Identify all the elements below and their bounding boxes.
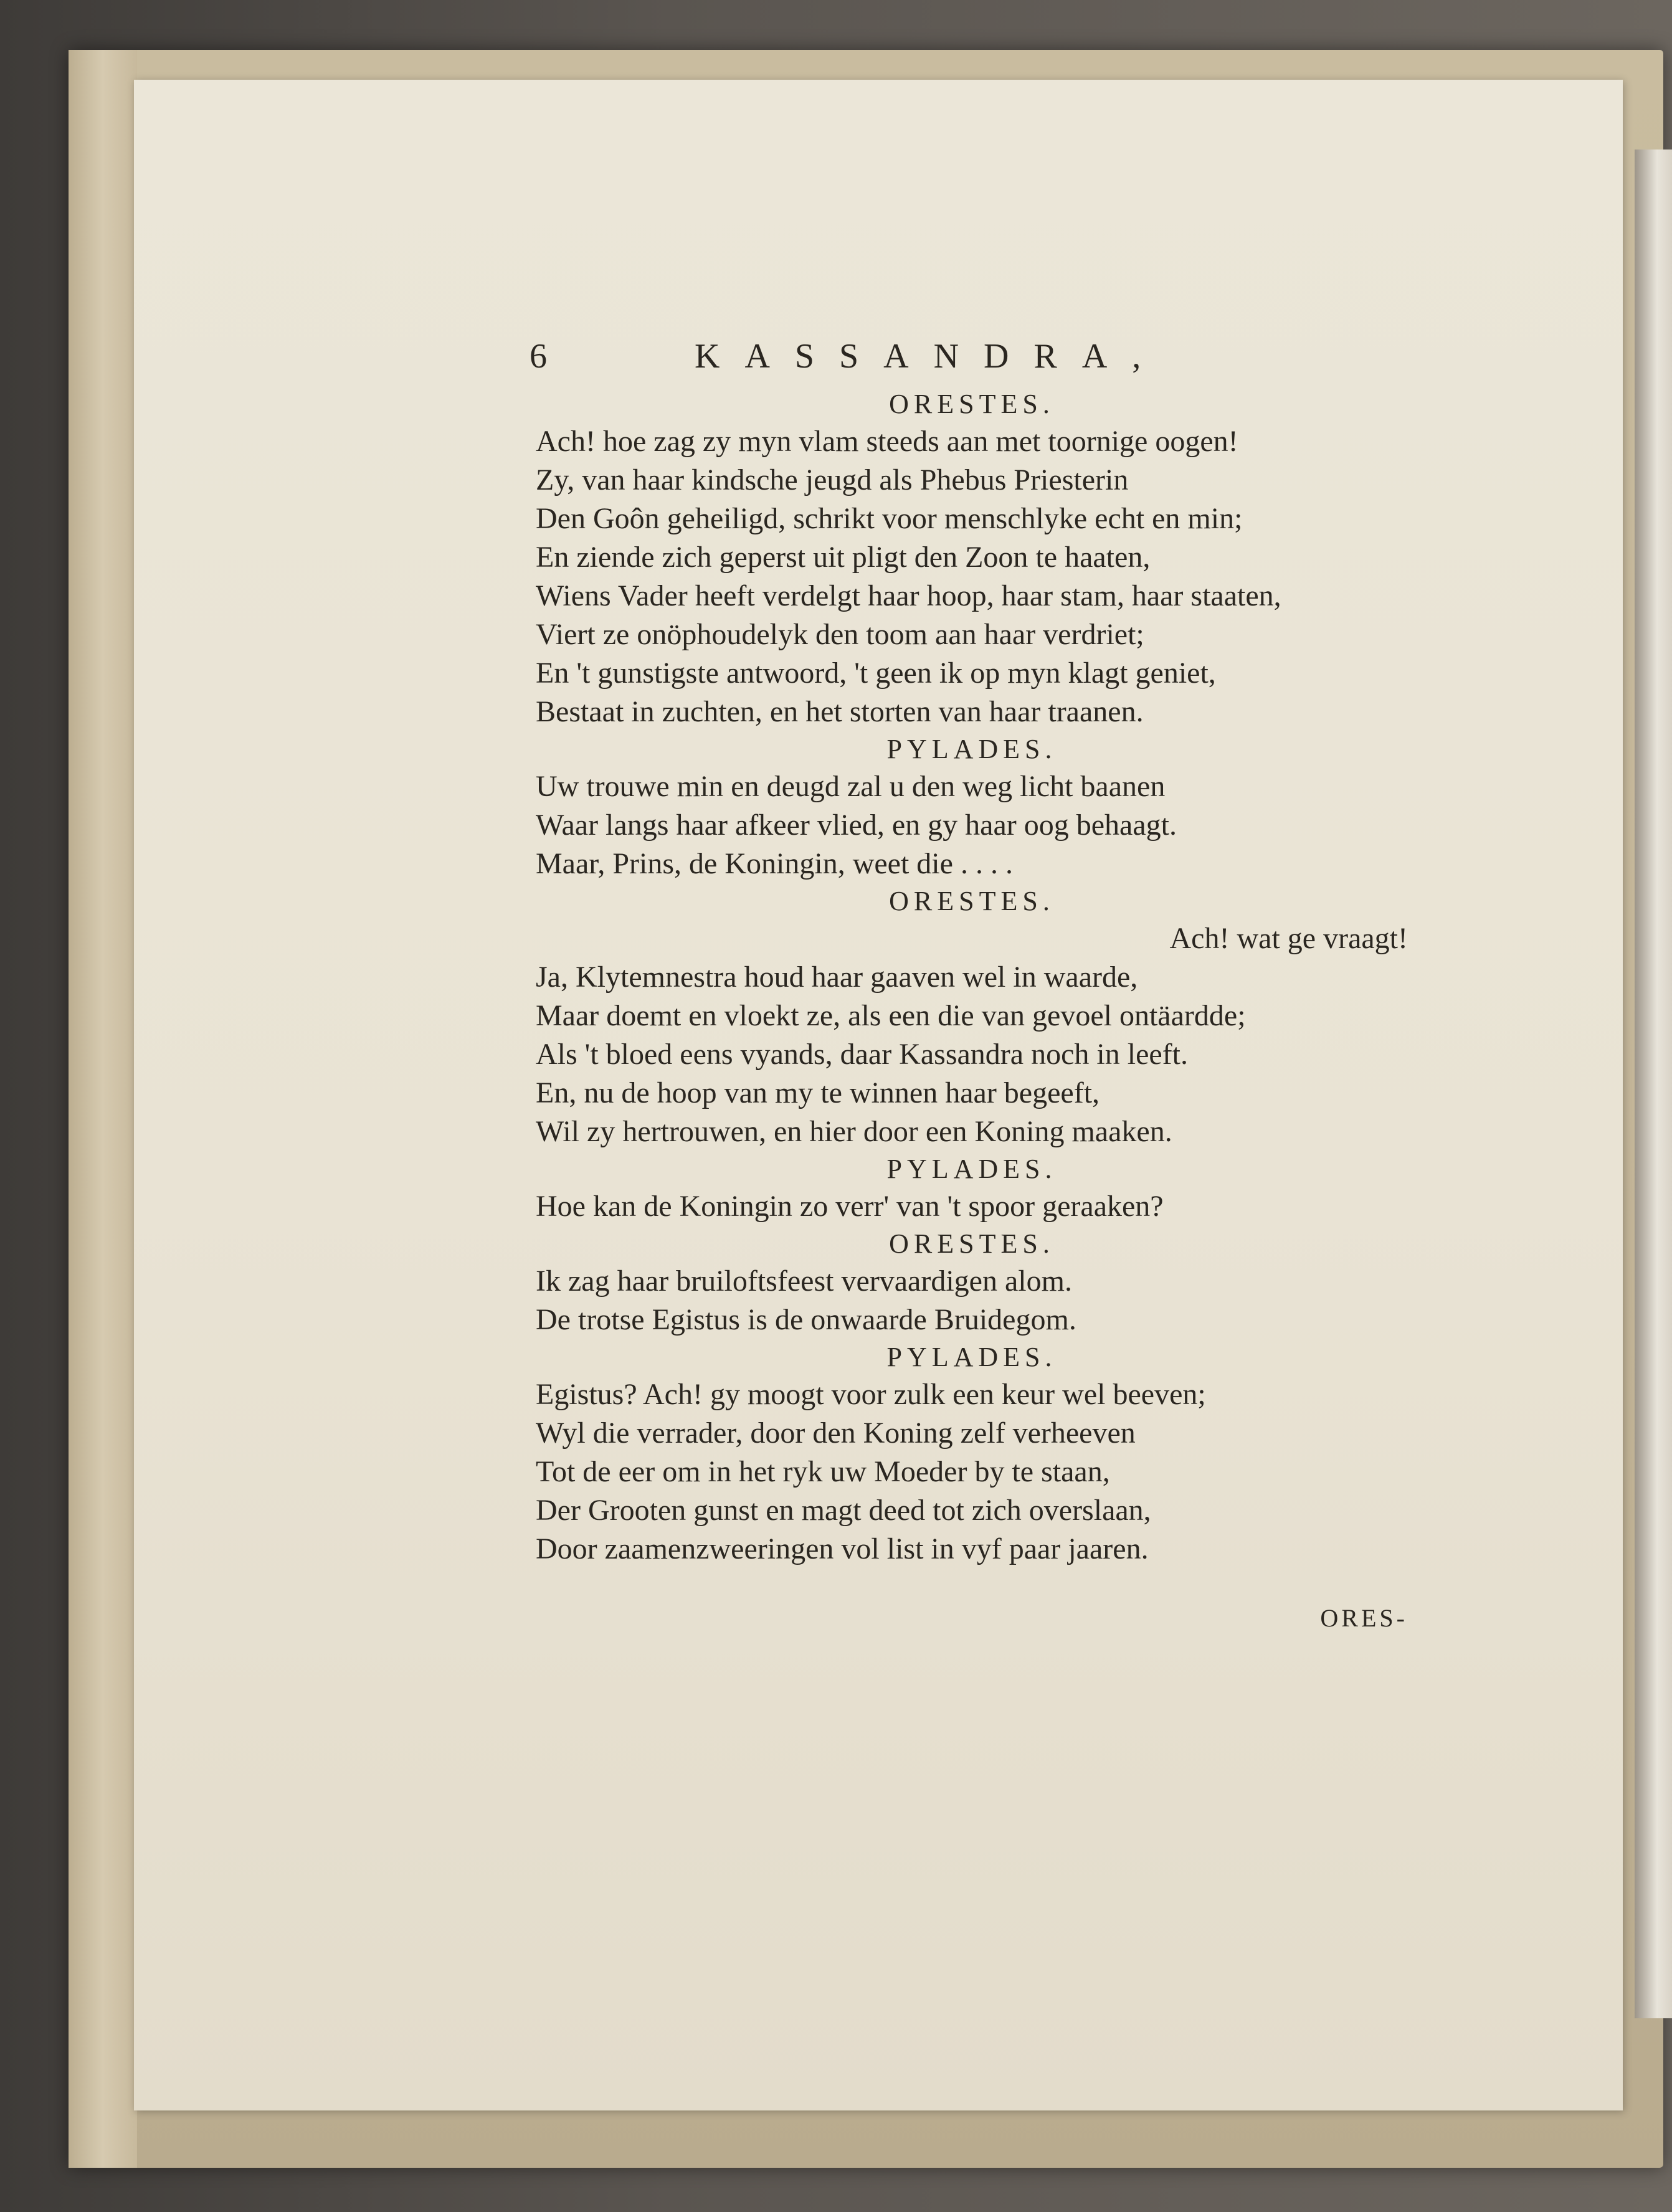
verse-line: Viert ze onöphoudelyk den toom aan haar verdriet; — [536, 618, 1144, 651]
verse-line: Ja, Klytemnestra houd haar gaaven wel in waarde, — [536, 961, 1138, 994]
verse-line: En 't gunstigste antwoord, 't geen ik op myn klagt geniet, — [536, 657, 1216, 690]
running-title: KASSANDRA, — [695, 337, 1166, 376]
verse-line: Zy, van haar kindsche jeugd als Phebus Priesterin — [536, 463, 1129, 496]
page-number: 6 — [530, 337, 547, 376]
page-text — [530, 336, 1408, 1633]
speaker-name: PYLADES. — [886, 1342, 1057, 1372]
verse-line: Wiens Vader heeft verdelgt haar hoop, haar stam, haar staaten, — [536, 579, 1281, 612]
verse-line: En ziende zich geperst uit pligt den Zoon te haaten, — [536, 541, 1151, 574]
verse-line: Door zaamenzweeringen vol list in vyf paar jaaren. — [536, 1532, 1149, 1565]
verse-line: Ach! hoe zag zy myn vlam steeds aan met toornige oogen! — [536, 425, 1238, 458]
verse-line: Waar langs haar afkeer vlied, en gy haar oog behaagt. — [536, 809, 1177, 842]
verse-line: Den Goôn geheiligd, schrikt voor menschlyke echt en min; — [536, 502, 1243, 535]
speech-6 — [536, 1339, 1408, 1569]
verse-line: Maar doemt en vloekt ze, als een die van gevoel ontäardde; — [536, 999, 1246, 1032]
verse-line: Hoe kan de Koningin zo verr' van 't spoor geraaken? — [536, 1190, 1164, 1223]
verse-line: Tot de eer om in het ryk uw Moeder by te staan, — [536, 1455, 1110, 1488]
speech-2 — [536, 731, 1408, 883]
running-head — [530, 336, 1408, 386]
verse-line: Wyl die verrader, door den Koning zelf verheeven — [536, 1417, 1136, 1450]
speaker-name: ORESTES. — [889, 389, 1055, 419]
speaker-name: PYLADES. — [886, 1154, 1057, 1184]
verse-line-continued: Ach! wat ge vraagt! — [1169, 922, 1408, 955]
verse-line: De trotse Egistus is de onwaarde Bruidegom. — [536, 1303, 1076, 1336]
speaker-name: ORESTES. — [889, 886, 1055, 916]
speech-4 — [536, 1151, 1408, 1226]
verse-line: Uw trouwe min en deugd zal u den weg licht baanen — [536, 770, 1166, 803]
verse-line: Maar, Prins, de Koningin, weet die . . . . — [536, 847, 1013, 880]
speech-5 — [536, 1226, 1408, 1339]
verse-line: En, nu de hoop van my te winnen haar begeeft, — [536, 1076, 1100, 1109]
speaker-name: ORESTES. — [889, 1228, 1055, 1259]
verse-line: Ik zag haar bruiloftsfeest vervaardigen alom. — [536, 1265, 1072, 1298]
verse-line: Bestaat in zuchten, en het storten van haar traanen. — [536, 695, 1144, 728]
verse-line: Egistus? Ach! gy moogt voor zulk een keur wel beeven; — [536, 1378, 1206, 1411]
verse-line: Als 't bloed eens vyands, daar Kassandra noch in leeft. — [536, 1038, 1188, 1071]
facing-page-edge — [1635, 150, 1672, 2018]
book-spine-edge — [69, 50, 137, 2168]
speaker-name: PYLADES. — [886, 734, 1057, 764]
verse-line: Wil zy hertrouwen, en hier door een Koning maaken. — [536, 1115, 1172, 1148]
speech-3 — [536, 883, 1408, 1151]
speech-1 — [536, 386, 1408, 731]
catchword: ORES- — [1320, 1604, 1408, 1632]
verse-line: Der Grooten gunst en magt deed tot zich overslaan, — [536, 1494, 1151, 1527]
